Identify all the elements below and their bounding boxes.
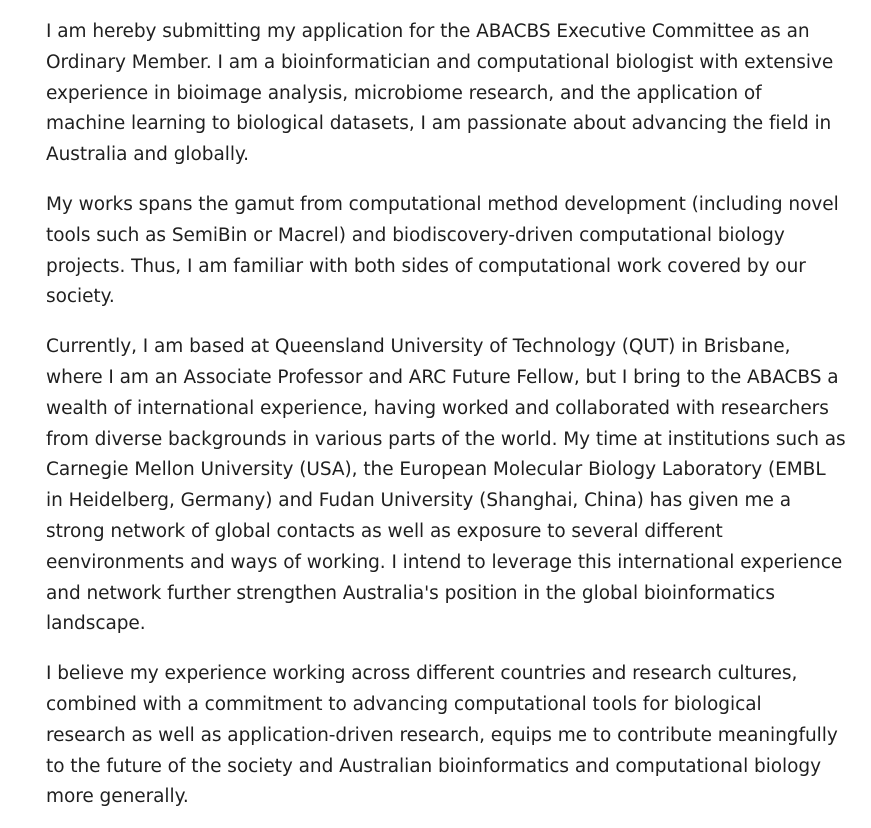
paragraph-conclusion: I believe my experience working across different countries and research cultures, combined with a commitment to advancing computational tools for biological research as well as application-driven research, equips me to contribute meaningfully to the future of the society and Australian bioinformatics and computational biology more generally.: [46, 663, 838, 808]
statement-body: [46, 17, 846, 813]
paragraph-international-experience: Currently, I am based at Queensland University of Technology (QUT) in Brisbane, where I am an Associate Professor and ARC Future Fellow, but I bring to the ABACBS a wealth of international experience, having worked and collaborated with researchers from diverse backgrounds in various parts of the world. My time at institutions such as Carnegie Mellon University (USA), the European Molecular Biology Laboratory (EMBL in Heidelberg, Germany) and Fudan University (Shanghai, China) has given me a strong network of global contacts as well as exposure to several different eenvironments and ways of working. I intend to leverage this international experience and network further strengthen Australia's position in the global bioinformatics landscape.: [46, 336, 846, 635]
paragraph-introduction: I am hereby submitting my application for the ABACBS Executive Committee as an Ordinary Member. I am a bioinformatician and computational biologist with extensive experience in bioimage analysis, microbiome research, and the application of machine learning to biological datasets, I am passionate about advancing the field in Australia and globally.: [46, 21, 834, 166]
paragraph-research-scope: My works spans the gamut from computational method development (including novel tools such as SemiBin or Macrel) and biodiscovery-driven computational biology projects. Thus, I am familiar with both sides of computational work covered by our society.: [46, 193, 839, 308]
